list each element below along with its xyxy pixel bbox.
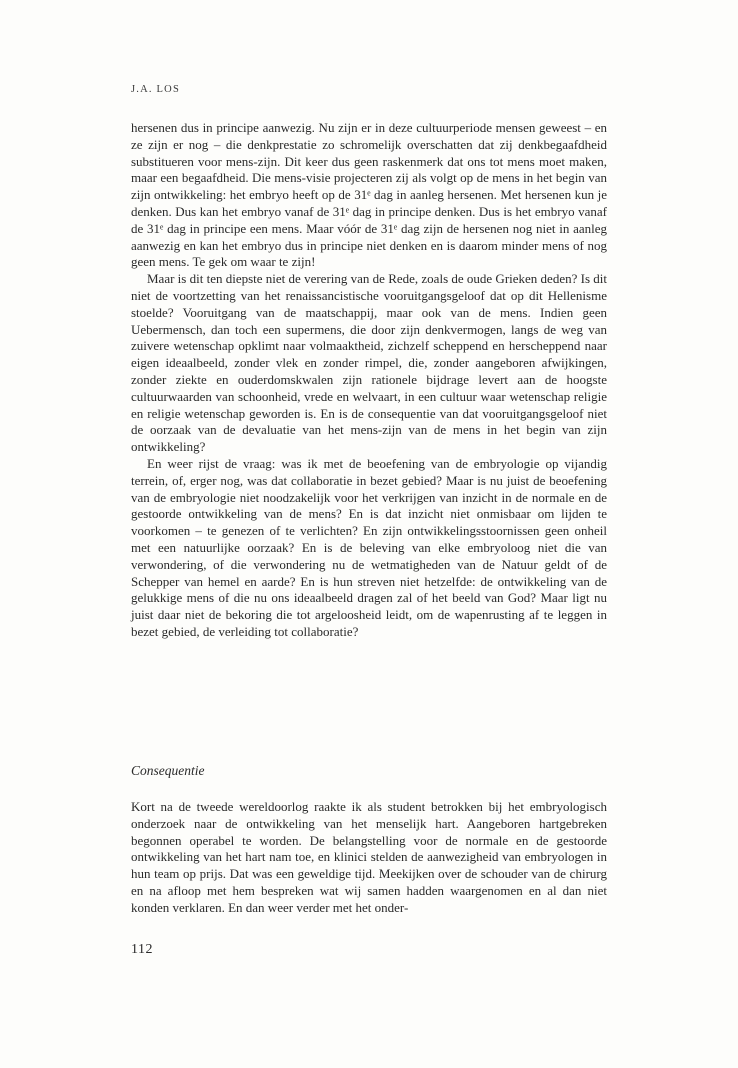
- paragraph-3: En weer rijst de vraag: was ik met de beoefening van de embryologie op vijandig terrein, of, erger nog, was dat collaboratie in bezet gebied? Maar is nu juist de beoefening van de embryologie niet noodzakelijk voor het verkrijgen van inzicht in de normale en de gestoorde ontwikkeling van de mens? En is dat inzicht niet onmisbaar om lijden te voorkomen – te genezen of te verlichten? En zijn ontwikkelingsstoornissen geen onheil met een natuurlijke oorzaak? En is de beleving van elke embryoloog niet die van verwondering, of die verwondering nu de wetmatigheden van de Natuur geldt of de Schepper van hemel en aarde? En is hun streven niet hetzelfde: de ontwikkeling van de gelukkige mens of die nu ons ideaalbeeld dragen zal of het beeld van God? Maar ligt nu juist daar niet de bekoring die tot argeloosheid leidt, om de wapenrusting af te leggen in bezet gebied, de verleiding tot collaboratie?: [131, 455, 607, 639]
- section-text: [131, 799, 607, 917]
- section-heading: Consequentie: [131, 763, 205, 778]
- paragraph-1: hersenen dus in principe aanwezig. Nu zijn er in deze cultuurperiode mensen geweest – en ze zijn er nog – die denkprestatie zo schromelijk overschatten dat zij denkbegaafdheid substitueren voor mens-zijn. Dit keer dus geen raskenmerk dat ons tot mens moet maken, maar een begaafdheid. Die mens-visie projecteren zij als volgt op de mens in het begin van zijn ontwikkeling: het embryo heeft op de 31ᵉ dag in aanleg hersenen. Met hersenen kun je denken. Dus kan het embryo vanaf de 31ᵉ dag in principe denken. Dus is het embryo vanaf de 31ᵉ dag in principe een mens. Maar vóór de 31ᵉ dag zijn de hersenen nog niet in aanleg aanwezig en kan het embryo dus in principe niet denken en is daarom minder mens of nog geen mens. Te gek om waar te zijn!: [131, 120, 607, 270]
- main-text: [131, 120, 607, 641]
- paragraph-2: Maar is dit ten diepste niet de verering van de Rede, zoals de oude Grieken deden? Is dit niet de voortzetting van het renaissancistische vooruitgangsgeloof dat op dit Hellenisme stoelde? Vooruitgang van de maatschappij, maar ook van de mens. Indien geen Uebermensch, dan toch een supermens, die door zijn denkvermogen, langs de weg van zuivere wetenschap opklimt naar volmaaktheid, zichzelf scheppend en herscheppend naar eigen ideaalbeeld, zonder vlek en zonder rimpel, die, zonder aangeboren afwijkingen, zonder ziekte en ouderdomskwalen zijn rationele bijdrage levert aan de hoogste cultuurwaarden van schoonheid, vrede en welvaart, in een cultuur waar wetenschap religie en religie wetenschap geworden is. En is de consequentie van dat vooruitgangsgeloof niet de oorzaak van de devaluatie van het mens-zijn van de mens in het begin van zijn ontwikkeling?: [131, 271, 607, 455]
- page-number: 112: [131, 942, 153, 957]
- running-head: J.A. LOS: [131, 84, 180, 95]
- section-paragraph: Kort na de tweede wereldoorlog raakte ik als student betrokken bij het embryologisch onderzoek naar de ontwikkeling van het menselijk hart. Aangeboren hartgebreken begonnen operabel te worden. De belangstelling voor de normale en de gestoorde ontwikkeling van het hart nam toe, en klinici stelden de aanwezigheid van embryologen in hun team op prijs. Dat was een geweldige tijd. Meekijken over de schouder van de chirurg en na afloop met hem bespreken wat wij samen hadden waargenomen en al dan niet konden verklaren. En dan weer verder met het onder-: [131, 799, 607, 915]
